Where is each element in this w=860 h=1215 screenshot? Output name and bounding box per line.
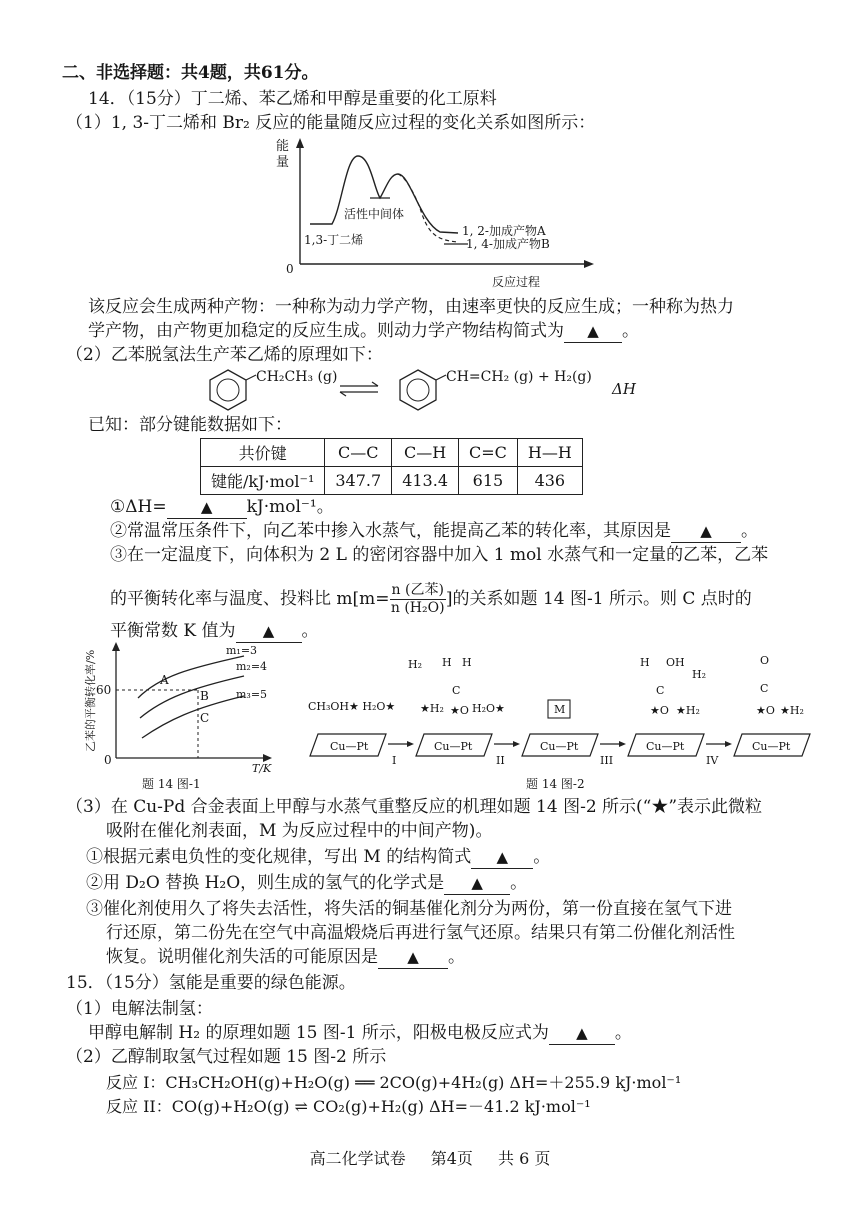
energy-x-arrow bbox=[584, 260, 594, 268]
fig1-point-b: B bbox=[200, 689, 209, 703]
known-line: 已知：部分键能数据如下： bbox=[88, 415, 292, 435]
fig14-2 bbox=[296, 652, 816, 794]
o-adsorbed-3: ★O bbox=[756, 704, 775, 717]
o-label-top: O bbox=[760, 654, 770, 667]
bond-right bbox=[436, 375, 446, 380]
eq-arrow-forward-head bbox=[372, 382, 378, 386]
eq-arrow-back-head bbox=[340, 392, 346, 396]
surface-label-4: Cu—Pt bbox=[646, 740, 685, 753]
c-label-2: C bbox=[656, 684, 665, 697]
fig14-1 bbox=[80, 640, 280, 792]
step-arrow-3-head bbox=[619, 741, 626, 747]
h2o-adsorbed-2: H₂O★ bbox=[472, 702, 505, 715]
reactant-label: 1,3-丁二烯 bbox=[304, 233, 364, 247]
reaction-2: 反应 II：CO(g)+H₂O(g) ⇌ CO₂(g)+H₂(g) ΔH=－41.2 kJ·mol⁻¹ bbox=[106, 1097, 591, 1116]
q2-1-b: kJ·mol⁻¹。 bbox=[246, 497, 334, 517]
h-label-a: H bbox=[442, 656, 452, 669]
step-label-1: I bbox=[392, 754, 397, 767]
table-header-cell: 共价键 bbox=[201, 439, 325, 467]
q3-3c: 恢复。说明催化剂失活的可能原因是 bbox=[106, 947, 378, 967]
fig1-point-a: A bbox=[160, 673, 169, 687]
q14-header: 14．（15分）丁二烯、苯乙烯和甲醇是重要的化工原料 bbox=[88, 89, 497, 109]
fig1-ylabel: 乙苯的平衡转化率/% bbox=[84, 649, 97, 752]
h-label-b: H bbox=[462, 656, 472, 669]
energy-diagram bbox=[270, 136, 610, 296]
fig1-curve-m3 bbox=[142, 696, 244, 738]
step-label-3: III bbox=[600, 754, 614, 767]
product-a-label: 1, 2-加成产物A bbox=[462, 224, 546, 238]
bond-energy-table bbox=[200, 438, 583, 495]
fig1-curve-m1 bbox=[138, 656, 244, 698]
table-header-cell: C—H bbox=[392, 439, 459, 467]
h2-label-1: H₂ bbox=[408, 658, 423, 671]
table-cell: 413.4 bbox=[392, 467, 459, 495]
answer-blank-anode[interactable]: ▲ bbox=[549, 1022, 615, 1045]
q2-3-b2: ]的关系如题 14 图-1 所示。则 C 点时的 bbox=[445, 589, 752, 609]
q14-part3-a: （3）在 Cu-Pd 合金表面上甲醇与水蒸气重整反应的机理如题 14 图-2 所示(“★”表示此微粒 bbox=[66, 797, 763, 817]
step-arrow-2-head bbox=[513, 741, 520, 747]
o-adsorbed-2: ★O bbox=[650, 704, 669, 717]
step-arrow-1-head bbox=[407, 741, 414, 747]
h-label-c: H bbox=[640, 656, 650, 669]
table-row bbox=[201, 467, 583, 495]
h2-label-2: H₂ bbox=[692, 668, 707, 681]
energy-y-label-1: 能 bbox=[276, 139, 290, 154]
surface-label-2: Cu—Pt bbox=[434, 740, 473, 753]
q15-part1: （1）电解法制氢： bbox=[66, 999, 213, 1019]
fig1-ytick: 60 bbox=[96, 683, 112, 697]
c-label-1: C bbox=[452, 684, 461, 697]
o-adsorbed-1: ★O bbox=[450, 704, 469, 717]
answer-blank-m[interactable]: ▲ bbox=[471, 846, 533, 869]
eq-dh: ΔH bbox=[612, 380, 636, 398]
fig1-y-arrow bbox=[112, 642, 120, 651]
answer-blank-dh[interactable]: ▲ bbox=[167, 496, 247, 519]
surface-label-1: Cu—Pt bbox=[330, 740, 369, 753]
answer-blank-h2[interactable]: ▲ bbox=[444, 872, 510, 895]
fig1-point-c: C bbox=[200, 711, 210, 725]
fig1-xlabel: T/K bbox=[252, 762, 272, 775]
footer-total: 共 6 页 bbox=[498, 1149, 551, 1168]
energy-x-label: 反应过程 bbox=[492, 275, 541, 289]
h2-adsorbed-1: ★H₂ bbox=[420, 702, 444, 715]
step-label-4: IV bbox=[706, 754, 719, 767]
footer-page: 第4页 bbox=[430, 1149, 473, 1168]
fig2-caption: 题 14 图-2 bbox=[526, 777, 585, 791]
fig1-curve-label-m1: m₁=3 bbox=[226, 644, 258, 657]
eq-left: CH₂CH₃ (g) bbox=[256, 369, 338, 385]
q3-2: ②用 D₂O 替换 H₂O，则生成的氢气的化学式是 bbox=[86, 873, 445, 893]
answer-blank-deactivation[interactable]: ▲ bbox=[378, 946, 448, 969]
product-b-label: 1, 4-加成产物B bbox=[466, 237, 550, 251]
benzene-ring-icon-right bbox=[400, 370, 436, 410]
table-cell: 615 bbox=[459, 467, 518, 495]
table-cell: 347.7 bbox=[325, 467, 392, 495]
m-label: M bbox=[554, 703, 566, 716]
q2-3-b1: 的平衡转化率与温度、投料比 m[m= bbox=[110, 589, 390, 609]
energy-origin: 0 bbox=[286, 262, 294, 276]
page-footer bbox=[0, 1146, 860, 1169]
eq-right: CH=CH₂ (g) + H₂(g) bbox=[446, 369, 592, 385]
q14-part1-text-a: 该反应会生成两种产物：一种称为动力学产物，由速率更快的反应生成；一种称为热力 bbox=[88, 297, 734, 317]
footer-subject: 高二化学试卷 bbox=[309, 1149, 406, 1168]
q2-3-c: 平衡常数 K 值为 bbox=[110, 621, 236, 641]
ratio-fraction bbox=[390, 582, 446, 617]
fig1-caption: 题 14 图-1 bbox=[142, 777, 201, 791]
benzene-ring-inner-left bbox=[217, 379, 239, 401]
table-header-cell: C—C bbox=[325, 439, 392, 467]
dehydrogenation-equation bbox=[200, 364, 660, 414]
step-label-2: II bbox=[496, 754, 505, 767]
q14-part1-text-b: 学产物，由产物更加稳定的反应生成。则动力学产物结构简式为 bbox=[88, 321, 564, 341]
fig1-curve-label-m3: m₃=5 bbox=[236, 688, 268, 701]
fig1-curve-label-m2: m₂=4 bbox=[236, 660, 268, 673]
h-adsorbed: ★H₂ bbox=[676, 704, 700, 717]
table-cell: 436 bbox=[517, 467, 582, 495]
q15-header: 15．（15分）氢能是重要的绿色能源。 bbox=[66, 973, 356, 993]
step-arrow-4-head bbox=[725, 741, 732, 747]
q14-part3-b: 吸附在催化剂表面，M 为反应过程中的中间产物)。 bbox=[106, 821, 493, 841]
oh-label: OH bbox=[666, 656, 685, 669]
answer-blank-k[interactable]: ▲ bbox=[236, 620, 302, 643]
q2-1-a: ①ΔH= bbox=[110, 497, 167, 517]
answer-blank-kinetic[interactable] bbox=[564, 320, 622, 343]
energy-y-label-2: 量 bbox=[276, 155, 290, 170]
q3-3b: 行还原，第二份先在空气中高温煅烧后再进行氢气还原。结果只有第二份催化剂活性 bbox=[106, 923, 735, 943]
q14-part2-line: （2）乙苯脱氢法生产苯乙烯的原理如下： bbox=[66, 345, 383, 365]
c-label-3: C bbox=[760, 682, 769, 695]
fig1-origin: 0 bbox=[104, 753, 112, 767]
bond-left bbox=[246, 375, 256, 380]
q15-part1-text: 甲醇电解制 H₂ 的原理如题 15 图-1 所示，阳极电极反应式为 bbox=[88, 1023, 549, 1043]
reaction-1: 反应 I：CH₃CH₂OH(g)+H₂O(g) ══ 2CO(g)+4H₂(g) ΔH=＋255.9 kJ·mol⁻¹ bbox=[106, 1073, 682, 1092]
h2-adsorbed-2: ★H₂ bbox=[780, 704, 804, 717]
q15-part2: （2）乙醇制取氢气过程如题 15 图-2 所示 bbox=[66, 1047, 387, 1067]
fig1-x-arrow bbox=[263, 754, 272, 762]
species-1: CH₃OH★ H₂O★ bbox=[308, 700, 396, 713]
q14-part1-line: （1）1, 3-丁二烯和 Br₂ 反应的能量随反应过程的变化关系如图所示： bbox=[66, 113, 596, 133]
surface-label-5: Cu—Pt bbox=[752, 740, 791, 753]
benzene-ring-icon-left bbox=[210, 370, 246, 410]
energy-path-a bbox=[310, 156, 458, 233]
table-header-cell: C=C bbox=[459, 439, 518, 467]
q2-3-a: ③在一定温度下，向体积为 2 L 的密闭容器中加入 1 mol 水蒸气和一定量的乙苯，乙苯 bbox=[110, 545, 769, 565]
surface-label-3: Cu—Pt bbox=[540, 740, 579, 753]
table-header-cell: H—H bbox=[517, 439, 582, 467]
table-row-label: 键能/kJ·mol⁻¹ bbox=[201, 467, 325, 495]
answer-blank-reason[interactable]: ▲ bbox=[671, 520, 741, 543]
table-row bbox=[201, 439, 583, 467]
q3-1: ①根据元素电负性的变化规律，写出 M 的结构简式 bbox=[86, 847, 472, 867]
fraction-denominator: n (H₂O) bbox=[390, 600, 445, 616]
energy-y-arrow bbox=[296, 138, 304, 148]
q3-3a: ③催化剂使用久了将失去活性，将失活的铜基催化剂分为两份，第一份直接在氢气下进 bbox=[86, 899, 732, 919]
blank-mark: ▲ bbox=[587, 322, 599, 340]
q2-2: ②常温常压条件下，向乙苯中掺入水蒸气，能提高乙苯的转化率，其原因是 bbox=[110, 521, 671, 541]
fraction-numerator: n (乙苯) bbox=[391, 582, 444, 598]
benzene-ring-inner-right bbox=[407, 379, 429, 401]
intermediate-label: 活性中间体 bbox=[344, 207, 405, 221]
section-title: 二、非选择题：共4题，共61分。 bbox=[62, 63, 319, 83]
